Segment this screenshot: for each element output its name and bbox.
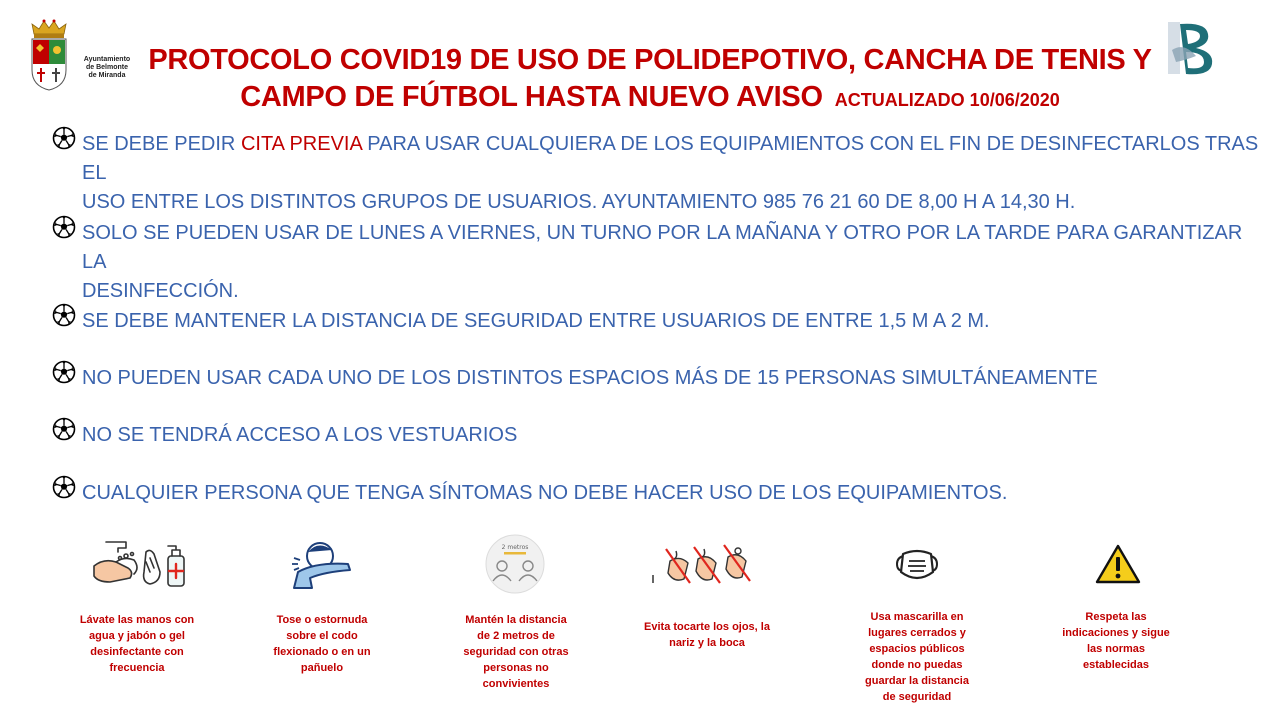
rule-text: NO SE TENDRÁ ACCESO A LOS VESTUARIOS — [82, 424, 518, 446]
org-name-line: de Miranda — [88, 72, 126, 79]
soccer-ball-icon — [52, 475, 76, 499]
soccer-ball-icon — [52, 417, 76, 441]
title-line-2-text: CAMPO DE FÚTBOL HASTA NUEVO AVISO — [240, 81, 823, 113]
hand-washing-icon — [90, 538, 186, 590]
cough-elbow-icon — [288, 538, 358, 590]
soccer-ball-icon — [52, 126, 76, 150]
tip-caption-mask — [842, 609, 992, 705]
rule-locker-rooms — [52, 421, 1267, 450]
updated-date: ACTUALIZADO 10/06/2020 — [834, 90, 1060, 110]
sports-club-logo — [1166, 20, 1218, 76]
rule-highlight-cita-previa: CITA PREVIA — [240, 133, 362, 155]
caption-line: Respeta las — [1085, 611, 1147, 623]
municipal-coat-of-arms-logo — [28, 18, 70, 92]
caption-line: desinfectante con — [90, 646, 184, 658]
caption-line: indicaciones y sigue — [1062, 627, 1170, 639]
caption-line: seguridad con otras — [463, 646, 569, 658]
caption-line: Lávate las manos con — [79, 614, 195, 626]
caption-line: flexionado o en un — [273, 646, 371, 658]
soccer-ball-icon — [52, 360, 76, 384]
title-line-1: PROTOCOLO COVID19 DE USO DE POLIDEPOTIVO, CANCHA DE TENIS Y — [148, 44, 1152, 76]
distance-label: 2 metros — [501, 544, 529, 551]
org-name-line: de Belmonte — [85, 64, 128, 71]
rule-distance — [52, 307, 1267, 336]
warning-icon — [1095, 544, 1141, 584]
tip-caption-no-touch — [630, 619, 784, 651]
caption-line: de seguridad — [882, 691, 952, 703]
caption-line: sobre el codo — [286, 630, 358, 642]
caption-line: espacios públicos — [869, 643, 965, 655]
face-mask-icon — [895, 546, 939, 584]
rule-schedule — [52, 219, 1267, 306]
caption-line: agua y jabón o gel — [89, 630, 185, 642]
rule-text: SE DEBE PEDIR — [82, 133, 241, 155]
title-line-2 — [120, 79, 1180, 119]
caption-line: guardar la distancia — [865, 675, 969, 687]
caption-line: Usa mascarilla en — [870, 611, 964, 623]
caption-line: personas no — [483, 662, 549, 674]
caption-line: pañuelo — [300, 662, 344, 674]
tip-caption-hand-washing — [60, 612, 214, 676]
tip-caption-distance — [444, 612, 588, 692]
caption-line: Tose o estornuda — [276, 614, 368, 626]
distance-icon — [484, 533, 546, 595]
caption-line: Evita tocarte los ojos, la — [644, 621, 770, 633]
caption-line: nariz y la boca — [669, 637, 745, 649]
caption-line: donde no puedas — [871, 659, 963, 671]
caption-line: las normas — [1086, 643, 1146, 655]
rule-text: PARA USAR CUALQUIERA DE LOS EQUIPAMIENTOS CON EL FIN DE DESINFECTARLOS TRAS EL — [82, 133, 1259, 184]
tip-caption-rules — [1044, 609, 1188, 673]
no-touch-face-icon — [650, 543, 758, 587]
rule-text: SE DEBE MANTENER LA DISTANCIA DE SEGURIDAD ENTRE USUARIOS DE ENTRE 1,5 M A 2 M. — [82, 310, 990, 332]
caption-line: de 2 metros de — [477, 630, 555, 642]
soccer-ball-icon — [52, 215, 76, 239]
page-title — [120, 42, 1180, 119]
rule-symptoms — [52, 479, 1267, 508]
tip-caption-cough — [250, 612, 394, 676]
org-name-line: Ayuntamiento — [83, 56, 131, 63]
rule-text-continued: USO ENTRE LOS DISTINTOS GRUPOS DE USUARIOS. AYUNTAMIENTO 985 76 21 60 DE 8,00 H A 14,30 H. — [82, 191, 1076, 213]
caption-line: frecuencia — [109, 662, 165, 674]
rule-text: NO PUEDEN USAR CADA UNO DE LOS DISTINTOS ESPACIOS MÁS DE 15 PERSONAS SIMULTÁNEAMENTE — [82, 367, 1098, 389]
caption-line: convivientes — [482, 678, 550, 690]
caption-line: establecidas — [1082, 659, 1150, 671]
rule-text: SOLO SE PUEDEN USAR DE LUNES A VIERNES, UN TURNO POR LA MAÑANA Y OTRO POR LA TARDE PARA GARANTIZAR LA — [82, 222, 1243, 273]
rule-text: CUALQUIER PERSONA QUE TENGA SÍNTOMAS NO DEBE HACER USO DE LOS EQUIPAMIENTOS. — [82, 482, 1008, 504]
soccer-ball-icon — [52, 303, 76, 327]
caption-line: Mantén la distancia — [465, 614, 567, 626]
caption-line: lugares cerrados y — [868, 627, 966, 639]
rule-capacity — [52, 364, 1267, 393]
rule-appointment — [52, 130, 1267, 217]
rule-text-continued: DESINFECCIÓN. — [82, 280, 239, 302]
